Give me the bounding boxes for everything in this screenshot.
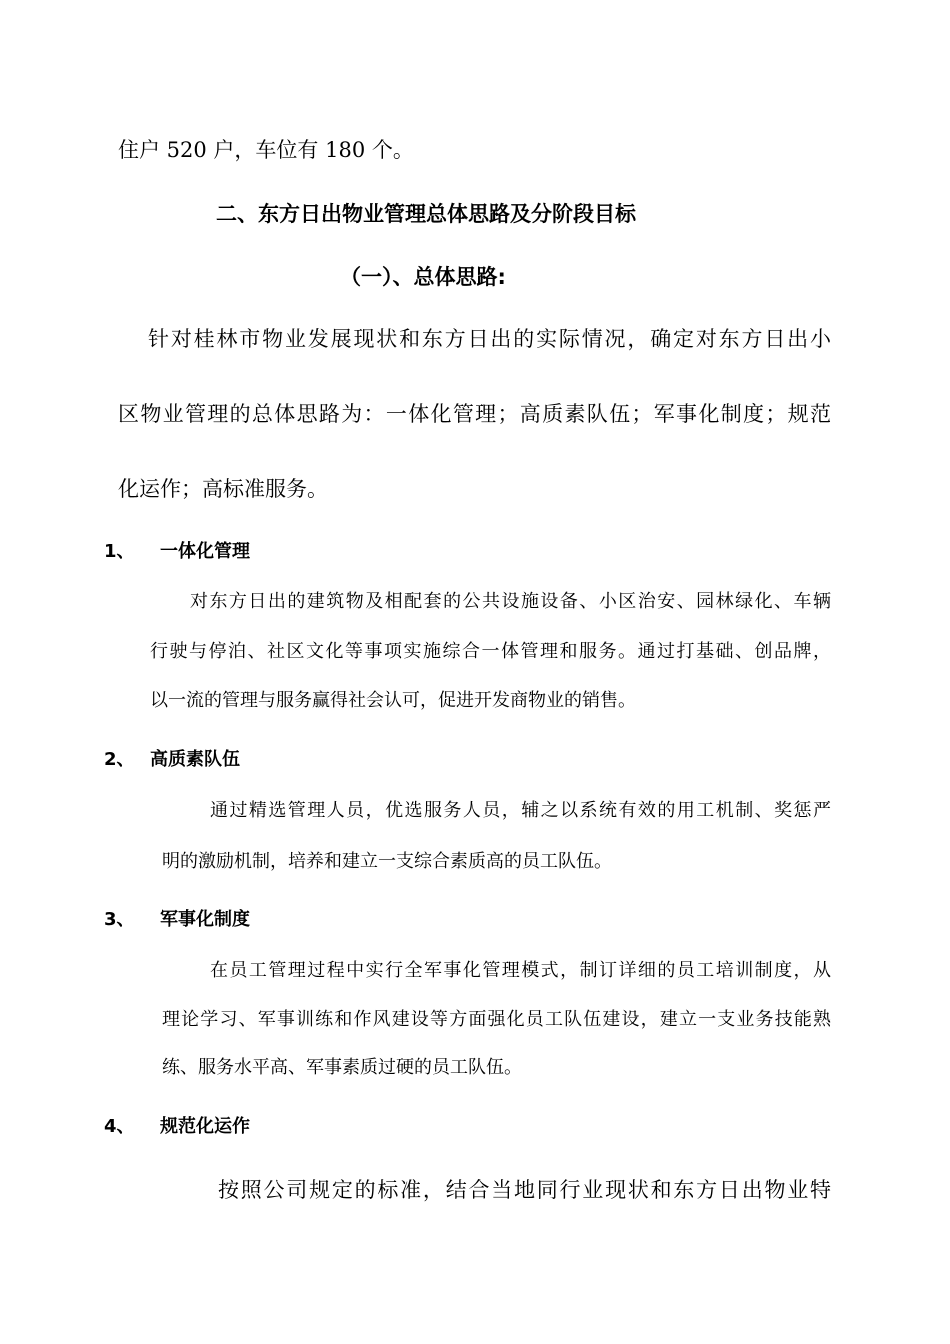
item-1-number: 1、 [104,541,135,562]
summary-line-1: 针对桂林市物业发展现状和东方日出的实际情况，确定对东方日出小 [148,327,831,351]
section-title: 二、东方日出物业管理总体思路及分阶段目标 [216,202,636,226]
item-1-line-3: 以一流的管理与服务赢得社会认可，促进开发商物业的销售。 [150,690,636,711]
subsection-title: （一）、总体思路: [340,265,506,289]
item-1-line-2: 行驶与停泊、社区文化等事项实施综合一体管理和服务。通过打基础、创品牌， [150,641,831,662]
item-4-number: 4、 [104,1116,135,1137]
item-2-title: 高质素队伍 [150,749,240,770]
item-3-line-3: 练、服务水平高、军事素质过硬的员工队伍。 [162,1057,522,1078]
intro-line: 住户 520 户，车位有 180 个。 [118,138,414,162]
item-3-line-2: 理论学习、军事训练和作风建设等方面强化员工队伍建设，建立一支业务技能熟 [162,1009,831,1030]
item-4-title: 规范化运作 [160,1116,250,1137]
summary-line-3: 化运作；高标准服务。 [118,477,328,501]
item-3-title: 军事化制度 [160,909,250,930]
item-3-line-1: 在员工管理过程中实行全军事化管理模式，制订详细的员工培训制度，从 [210,960,831,981]
item-2-number: 2、 [104,749,135,770]
item-2-line-2: 明的激励机制，培养和建立一支综合素质高的员工队伍。 [162,851,612,872]
item-1-title: 一体化管理 [160,541,250,562]
item-3-number: 3、 [104,909,135,930]
item-2-line-1: 通过精选管理人员，优选服务人员，辅之以系统有效的用工机制、奖惩严 [210,800,831,821]
summary-line-2: 区物业管理的总体思路为：一体化管理；高质素队伍；军事化制度；规范 [118,402,831,426]
item-1-line-1: 对东方日出的建筑物及相配套的公共设施设备、小区治安、园林绿化、车辆 [190,591,831,612]
item-4-line-1: 按照公司规定的标准，结合当地同行业现状和东方日出物业特 [218,1178,831,1202]
